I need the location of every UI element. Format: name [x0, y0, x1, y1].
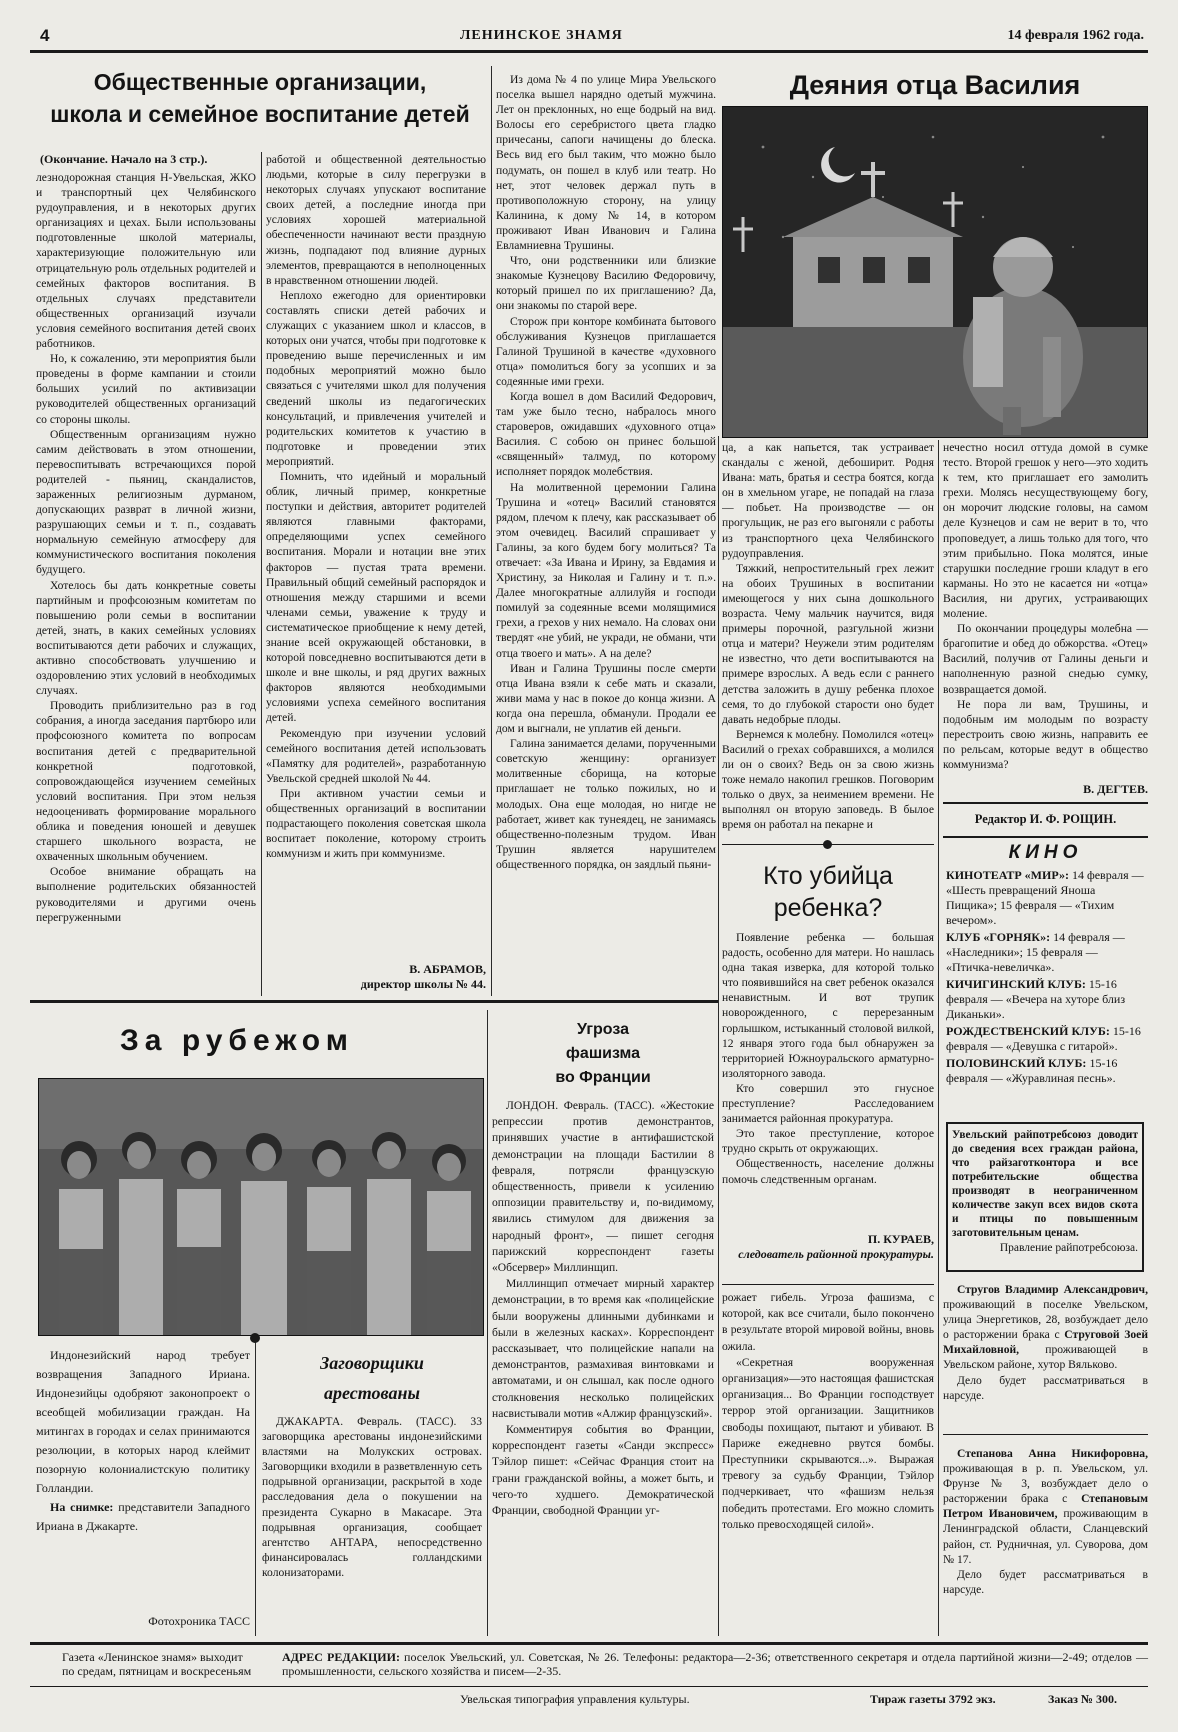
article1-column-2	[266, 152, 486, 952]
section-rule	[722, 1284, 934, 1285]
article2-column-2	[722, 440, 934, 840]
article1-author-title: директор школы № 44.	[360, 977, 486, 991]
abroad-title: За рубежом	[120, 1024, 354, 1057]
article1-c1-p6: Особое внимание обращать на выполнение родительских обязанностей руководителями и другими очень перегруженными	[36, 865, 256, 924]
editor-line: Редактор И. Ф. РОЩИН.	[974, 812, 1117, 826]
conspirators-title-line1: Заговорщики	[320, 1353, 424, 1373]
murder-title	[722, 860, 934, 924]
kino-title: КИНО	[1008, 842, 1083, 863]
article2-c3-p3: Сторож при конторе комбината бытового обслуживания Кузнецов приглашается Галиной Трушиной в качестве «духовного отца» помолиться богу за усопших и за содеянные ими грехи.	[496, 314, 716, 388]
article1-c2-p1: работой и общественной деятельностью людьми, которые в силу перегрузки в некоторых случаях упускают воспитание своих детей, а последние иногда при условиях хорошей материальной обеспеченности начинают вести праздную жизнь, подпадают под влияние дурных элементов, превращаются в неполноценных в нравственном отношении людей.	[266, 153, 486, 287]
column-rule	[491, 66, 492, 996]
murder-author: П. КУРАЕВ,	[867, 1232, 934, 1246]
section-rule	[30, 1000, 718, 1003]
section-rule	[943, 1434, 1148, 1435]
article1-title-line2: школа и семейное воспитание детей	[50, 101, 470, 127]
murder-body: Появление ребенка — большая радость, особенно для матери. Но нашлась одна такая изверка, для которой только что появившийся на свет ребенок оказался ненавистным. И вот трупик новорожденного, с перерезанным горлышком, истыканный столовой вилкой, 12 января этого года был обнаружен за территорией Южноуральского арматурно-изоляторного завода. Кто совершил это гнусное преступление? Расследованием занимается районная прокуратура. Это такое преступление, которое трудно скрыть от окружающих. Общественность, население должны помочь следственным органам.	[722, 931, 934, 1186]
article1-c1-p3: Общественным организациям нужно самим действовать в этом отношении, перевоспитывать встречающихся порой родителей - пьяниц, скандалистов, зараженных религиозным дурманом, допускающих разврат в личной жизни, разрушающих семьи и т. п., создавать нормальную семейную атмосферу для коммунистического воспитания поколения будущего.	[36, 427, 256, 577]
divorce-notice-1: Стругов Владимир Александрович, проживающий в поселке Увельском, улица Энергетиков, 28, возбуждает дело о расторжении брака с Струговой Зоей Михайловной, проживающей в Увельском районе, хутор Вяльково. Дело будет рассматриваться в нарсуде.	[943, 1283, 1148, 1402]
article1-c2-p4: Рекомендую при изучении условий семейного воспитания детей использовать «Памятку для родителей», разработанную Увельской средней школой № 44.	[266, 726, 486, 785]
article2-c5-p3: Не пора ли вам, Трушины, и подобным им молодым по возрасту перестроить свою жизнь, направить ее по рельсам, которые ведут в общество коммунизма?	[943, 697, 1148, 771]
footer-address: АДРЕС РЕДАКЦИИ: поселок Увельский, ул. Советская, № 26. Телефоны: редактора—2-36; ответственного секретаря и отдела партийной жизни—2-49; отделов — промышленности, сельского хозяйства и писем—2-35.	[282, 1650, 1148, 1678]
article1-c2-p3: Помнить, что идейный и моральный облик, личный пример, конкретные поступки и действия, авторитет родителей являются главными факторами, определяющими успех семейного воспитания. Морали и нотации вне этих факторов — пустая трата времени. Правильный общий семейный распорядок и отношения между старшими и всеми членами семьи, уважение к труду и систематическое приобщение к нему детей, знание всей окружающей обстановки, в которой повседневно воспитываются дети в школе и вне школы, и ряд других важных факторов являются необходимыми условиями успеха семейного воспитания детей.	[266, 469, 486, 725]
kino-item: КИЧИГИНСКИЙ КЛУБ: 15-16 февраля — «Вечера на хуторе близ Диканьки».	[946, 977, 1126, 1021]
column-rule	[938, 440, 939, 1636]
kino-item: КЛУБ «ГОРНЯК»: 14 февраля — «Наследники»; 15 февраля — «Птичка-невеличка».	[946, 930, 1125, 974]
article2-c3-p4: Когда вошел в дом Василий Федорович, там уже было тесно, набралось много староверов, ожидавших «духовного отца» Василия. С собою он принес большой «священный» талмуд, по которому исполняет порядок молебствия.	[496, 389, 716, 479]
photo-credit: Фотохроника ТАСС	[148, 1614, 250, 1628]
masthead-rule	[30, 50, 1148, 53]
fascism-column-1: ЛОНДОН. Февраль. (ТАСС). «Жестокие репрессии против демонстрантов, принявших участие в антифашистской демонстрации на площади Бастилии 8 февраля, потрясли французскую общественность, привели к усилению оппозиции правительству и, по-видимому, явились стимулом для движения за народный фронт», — пишет сегодня парижский корреспондент газеты «Обсервер» Миллинщип. Миллинщип отмечает мирный характер демонстрации, в то время как «полицейские были вооружены длинными дубинками и были в железных касках». Корреспондент рассказывает, что полицейские напали на демонстрантов, размахивая винтовками и автоматами, и он слышал, как после одного столкновения несколько полицейских насвистывали мотив «Алжир французский». Комментируя события во Франции, корреспондент газеты «Санди экспресс» Тэйлор пишет: «Сейчас Франция стоит на грани гражданской войны, а может быть, и чего-то худшего. Демократической Франции, свободной Франции уг-	[492, 1099, 714, 1518]
notice-text: Увельский райпотребсоюз доводит до сведения всех граждан района, что райзаготконтора и все потребительские общества производят в неограниченном количестве закуп всех видов скота и птицы по повышенным заготовительным ценам.	[952, 1129, 1138, 1239]
page-number: 4	[40, 26, 50, 45]
abroad-photo	[38, 1078, 484, 1336]
footer-circulation: Тираж газеты 3792 экз.	[870, 1692, 996, 1706]
issue-date: 14 февраля 1962 года.	[1007, 28, 1144, 43]
church-illustration	[723, 107, 1147, 437]
article2-c3-p7: Галина занимается делами, порученными советскую женщину: организует молитвенные сборища, на которые приглашает не только пожилых, но и молодых. Она еще молодая, но нигде не работает, живет как тунеядец, не занимаясь общественно-полезным трудом. Иван Трушин является нарушителем общественного порядка, он заядлый пьяни-	[496, 737, 716, 871]
conspirators-dot	[250, 1333, 260, 1343]
murder-divider-dot	[823, 840, 832, 849]
article2-illustration	[722, 106, 1148, 438]
column-rule	[718, 436, 719, 1636]
article1-c1-p5: Проводить приблизительно раз в год собрания, а иногда заседания партбюро или профсоюзного комитета по вопросам воспитания детей с предварительной конкретной подготовкой, сопровождающейся изучением семейных условий воспитания. При этом нельзя недооценивать формирование морального облика и поведения юношей и девушек старшего школьного возраста, не охваченных школьным обучением.	[36, 699, 256, 864]
article1-column-1	[36, 170, 256, 994]
murder-title-line2: ребенка?	[773, 894, 883, 922]
notice-signature: Правление райпотребсоюза.	[999, 1242, 1138, 1254]
article1-title	[40, 66, 480, 130]
conspirators-title-line2: арестованы	[324, 1383, 420, 1403]
article2-c4-p2: Тяжкий, непростительный грех лежит на обоих Трушиных в воспитании имеющегося у них сына дошкольного возраста. Чему мальчик научится, видя примеры порочной, разгульной жизни отца и матери? Неужели этим родителям не известно, что дети воспитываются на примере взрослых. А ведь если с раннего детства заложить в душу ребенка плохое семя, то до глубокой старости оно будет давать недобрые плоды.	[722, 561, 934, 726]
article2-column-3	[943, 440, 1148, 780]
conspirators-body: ДЖАКАРТА. Февраль. (ТАСС). 33 заговорщика арестованы индонезийскими властями на Молукских островах. Заговорщики входили в разветвленную сеть подрывной организации, раскрытой в ходе расследования дела о покушении на президента Сукарно в Макасаре. Эта подрывная организация, сообщает агентство АНТАРА, непосредственно финансировалась голландскими колонизаторами.	[262, 1415, 482, 1579]
section-rule	[943, 802, 1148, 804]
article2-title: Деяния отца Василия	[789, 70, 1081, 100]
article1-author: В. АБРАМОВ,	[409, 962, 486, 976]
kino-list	[946, 868, 1146, 1088]
article2-author: В. ДЕГТЕВ.	[1083, 782, 1148, 796]
footer-printer: Увельская типография управления культуры.	[460, 1692, 690, 1706]
conspirators-title	[262, 1348, 482, 1408]
section-rule	[943, 836, 1148, 838]
article2-c4-p1: ца, а как напьется, так устраивает скандалы с женой, дебоширит. Родня Ивана: мать, братья и сестра боятся, когда он в хмельном угаре, не попадай на глаза — побьет. На производстве — он прогульщик, не раз его выгоняли с работы из транспортного цеха Челябинского рудоуправления.	[722, 441, 934, 560]
article1-c1-p2: Но, к сожалению, эти мероприятия были проведены в форме кампании и стоили больших усилий по активизации руководителей общественных организаций со стороны школы.	[36, 352, 256, 426]
article1-c2-p2: Неплохо ежегодно для ориентировки составлять списки детей рабочих и служащих с указанием школ и классов, в которых они учатся, чтобы при подготовке к проведению выше перечисленных и им подобных мероприятий можно было связаться с учителями школ для получения сведений школы из педагогических консультаций, и привлечения учителей и родительских комитетов к участию в подготовке и проведении этих мероприятий.	[266, 288, 486, 468]
people-photo	[39, 1079, 483, 1335]
column-rule	[255, 1338, 256, 1636]
article2-c3-p6: Иван и Галина Трушины после смерти отца Ивана взяли к себе мать и сказали, живи мама у нас в покое до конца жизни. А когда она перешла, обманули. Продали ее дом и выгнали, не уплатив ей деньги.	[496, 661, 716, 736]
divorce-notice-2: Степанова Анна Никифоровна, проживающая в р. п. Увельском, ул. Фрунзе № 3, возбуждает дело о расторжении брака с Степановым Петром Ивановичем, проживающим в Ленинградской области, Сланцевский район, ст. Рудничная, ул. Суворова, дом № 17. Дело будет рассматриваться в нарсуде.	[943, 1447, 1148, 1596]
fascism-title: Угроза фашизма во Франции	[555, 1021, 651, 1086]
murder-author-title: следователь районной прокуратуры.	[738, 1247, 934, 1261]
article1-c1-p1: лезнодорожная станция Н-Увельская, ЖКО и транспортный цех Челябинского рудоуправления, и в некоторых других организациях и цехах. Были использованы подготовленные школой материалы, характеризующие положительную или отрицательную роль отдельных родителей и семейных факторов воспитания. В отдельных случаях представители общественных организаций изучали условия семейного воспитания детей своих работников.	[36, 171, 256, 351]
article2-c3-p2: Что, они родственники или близкие знакомые Кузнецову Василию Федоровичу, который пришел по их приглашению? Да, они знакомы по старой вере.	[496, 254, 716, 313]
article1-c2-p5: При активном участии семьи и общественных организаций в воспитании подрастающего поколения советская школа воспитает поколение, которому строить коммунизм и жить при коммунизме.	[266, 786, 486, 861]
abroad-caption: Индонезийский народ требует возвращения Западного Ириана. Индонезийцы одобряют законопроект о всеобщей мобилизации граждан. На митингах в городах и селах принимаются резолюции, в которых народ клеймит позорную колониалистскую политику Голландии. На снимке: представители Западного Ириана в Джакарте.	[36, 1348, 250, 1533]
kino-item: РОЖДЕСТВЕНСКИЙ КЛУБ: 15-16 февраля — «Девушка с гитарой».	[946, 1024, 1141, 1053]
newspaper-name: ЛЕНИНСКОЕ ЗНАМЯ	[460, 28, 623, 43]
article1-c1-p4: Хотелось бы дать конкретные советы партийным и профсоюзным комитетам по повышению роли семьи в воспитании детей, знать, в каких семейных условиях воспитываются дети рабочих и служащих, активно способствовать улучшению и оздоровлению этих условий в необходимых случаях.	[36, 578, 256, 698]
footer-schedule: Газета «Ленинское знамя» выходит по средам, пятницам и воскресеньям	[62, 1650, 252, 1678]
kino-item: ПОЛОВИНСКИЙ КЛУБ: 15-16 февраля — «Журавлиная песнь».	[946, 1056, 1118, 1085]
kino-item: КИНОТЕАТР «МИР»: 14 февраля — «Шесть превращений Яноша Пищика»; 15 февраля — «Тихим вечером».	[946, 868, 1144, 927]
article2-c3-p5: На молитвенной церемонии Галина Трушина и «отец» Василий становятся рядом, плечом к плечу, как рассказывает об этом очевидец. Василий спрашивает у Галины, за кого будем богу молиться? Та отвечает: «За Ивана и Ирину, за Евдамия и Христину, за Николая и Галину и т. п.». Далее многократные аллилуйя и господи помилуй за содеянные всеми молящимися грехи, а грехов у них немало. На словах они твердят «не убий, не укради, не обмани, чти отца твоего и мать». А на деле?	[496, 480, 716, 660]
article1-title-line1: Общественные организации,	[93, 69, 427, 95]
masthead	[30, 26, 1148, 48]
column-rule	[487, 1010, 488, 1636]
article2-column-1	[496, 72, 716, 996]
notice-box	[946, 1122, 1144, 1272]
column-rule	[261, 152, 262, 996]
murder-title-line1: Кто убийца	[763, 862, 893, 890]
article2-c3-p1: Из дома № 4 по улице Мира Увельского поселка вышел нарядно одетый мужчина. Лет он преклонных, но еще бодрый на вид. Волосы его серебристого цвета гладко причесаны, сапоги начищены до блеска. Весь вид его был таким, что можно было подумать, он пошел в клуб или театр. Но нет, этот человек держал путь в противоположную сторону, на улицу Калинина, к дому № 14, в котором проживают Иван Иванович и Галина Евламниевна Трушины.	[496, 73, 716, 253]
article2-c5-p1: нечестно носил оттуда домой в сумке тесто. Второй грешок у него—это ходить к тем, кто приглашает его замолить грехи. Молясь несуществующему богу, он морочит людские головы, на самом деле Кузнецов и сам не верит в то, что проповедует, а лишь только для того, что этим прибыльно. Пока молятся, иные старушки последние гроши кладут в его карманы. Но это не касается ни «отца» Василия, ни других, устраивающих моление.	[943, 441, 1148, 621]
footer-rule	[30, 1686, 1148, 1687]
article1-continuation: (Окончание. Начало на 3 стр.).	[40, 152, 208, 166]
fascism-column-2: рожает гибель. Угроза фашизма, с которой, как все считали, было покончено в результате второй мировой войны, вновь ожила. «Секретная вооруженная организация»—это настоящая фашистская организация... Во Франции господствует террор этой организации. Защитников свободы похищают, пытают и убивают. В Париже ежедневно рвутся бомбы. Преступники скрываются...». Выражая тревогу за судьбу Франции, Тэйлор подчеркивает, что «фашизм нельзя победить протестами. Его можно сломить только превосходящей силой».	[722, 1291, 934, 1531]
footer-order: Заказ № 300.	[1048, 1692, 1117, 1706]
footer-rule	[30, 1642, 1148, 1645]
article2-c5-p2: По окончании процедуры молебна — брагопитие и обед до обжорства. «Отец» Василий, получив от Галины деньги и наполненную разной снедью сумку, возвращается домой.	[943, 622, 1148, 696]
article2-c4-p3: Вернемся к молебну. Помолился «отец» Василий о грехах собравшихся, а молился ли он о своих? Ведь он за свою жизнь тоже немало накопил грешков. Поговорим только о двух, за неимением времени. Не выполнял он вторую заповедь. В былое время он работал на пекарне и	[722, 727, 934, 832]
